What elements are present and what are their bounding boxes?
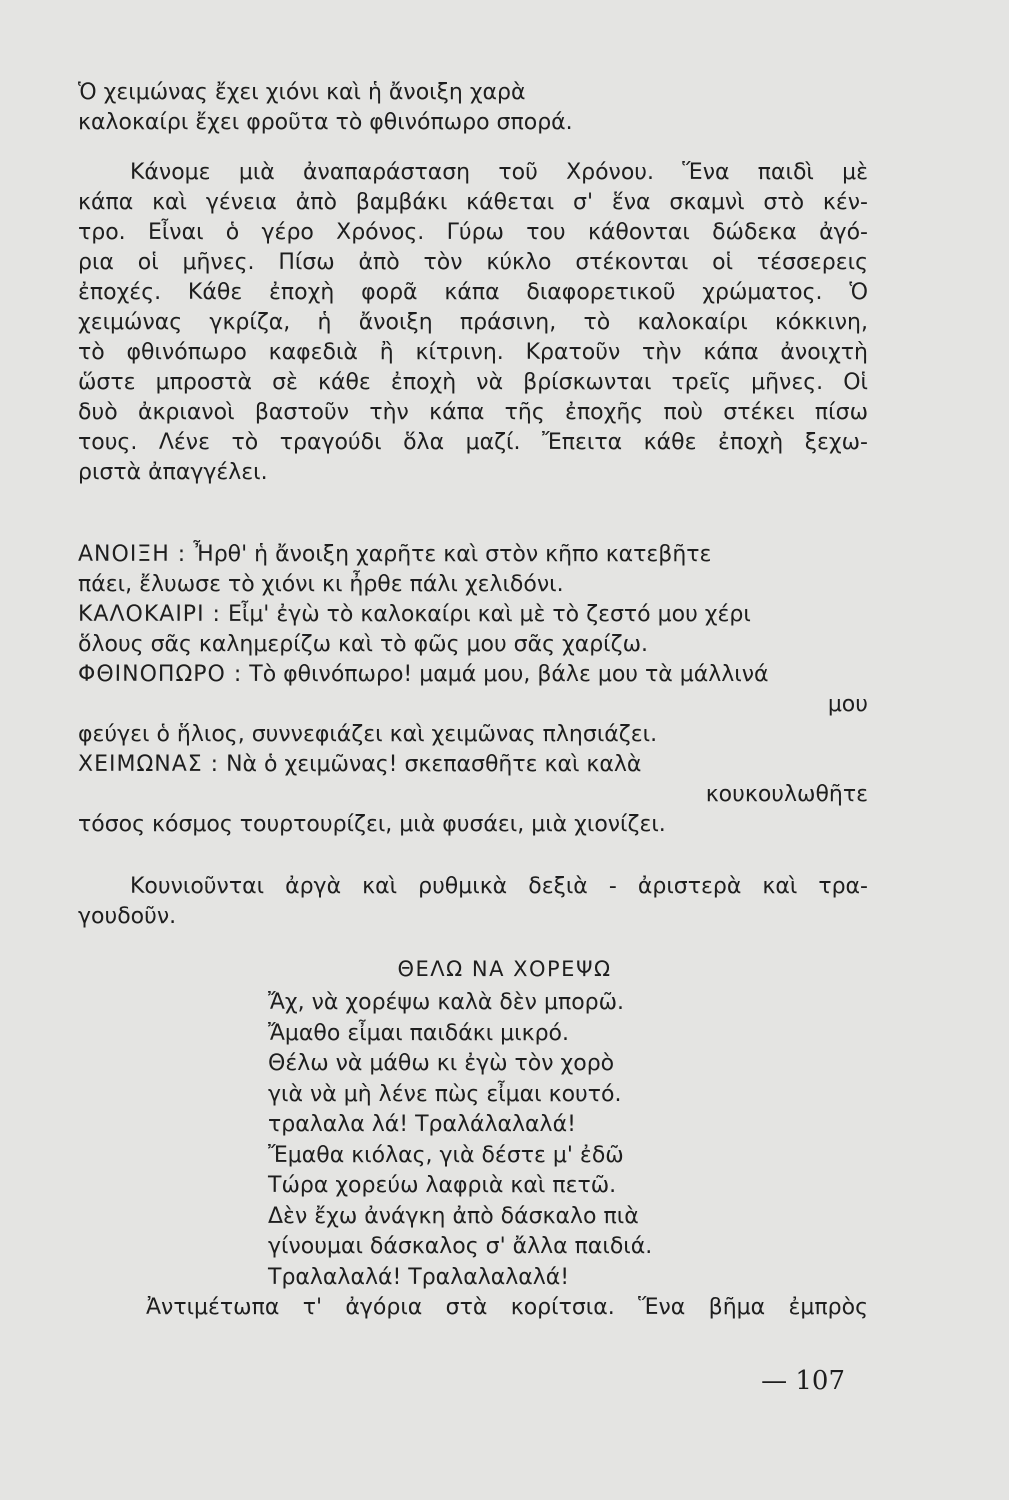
winter-verse: Νὰ ὁ χειμῶνας! σκεπασθῆτε καὶ καλὰ bbox=[226, 752, 642, 777]
text-line: κάπα καὶ γένεια ἀπὸ βαμβάκι κάθεται σ' ἕνα σκαμνὶ στὸ κέν- bbox=[78, 190, 868, 215]
text-line: ριστὰ ἀπαγγέλει. bbox=[78, 460, 268, 485]
lyric-line: Θέλω νὰ μάθω κι ἐγὼ τὸν χορὸ bbox=[268, 1051, 615, 1076]
opening-verse bbox=[78, 78, 868, 138]
song-title: ΘΕΛΩ ΝΑ ΧΟΡΕΨΩ bbox=[397, 957, 612, 981]
paragraph-movement bbox=[78, 872, 868, 932]
lyric-line: Τραλαλαλά! Τραλαλαλαλά! bbox=[268, 1264, 570, 1290]
summer-verse: Εἶμ' ἐγὼ τὸ καλοκαίρι καὶ μὲ τὸ ζεστό μου χέρι bbox=[227, 602, 751, 627]
winter-line-2: τόσος κόσμος τουρτουρίζει, μιὰ φυσάει, μιὰ χιονίζει. bbox=[78, 812, 666, 837]
winter-wrap: κουκουλωθῆτε bbox=[705, 782, 868, 807]
lyric-line: γίνουμαι δάσκαλος σ' ἄλλα παιδιά. bbox=[268, 1234, 653, 1259]
page-number: — 107 bbox=[761, 1366, 845, 1396]
winter-line-1 bbox=[78, 750, 868, 780]
text-line: δυὸ ἀκριανοὶ βαστοῦν τὴν κάπα τῆς ἐποχῆς ποὺ στέκει πίσω bbox=[78, 400, 868, 425]
text-line: Ἀντιμέτωπα τ' ἀγόρια στὰ κορίτσια. Ἕνα βῆμα ἐμπρὸς bbox=[146, 1295, 868, 1320]
summer-label: ΚΑΛΟΚΑΙΡΙ : bbox=[78, 602, 221, 627]
summer-line-2: ὅλους σᾶς καλημερίζω καὶ τὸ φῶς μου σᾶς χαρίζω. bbox=[78, 632, 649, 657]
winter-label: ΧΕΙΜΩΝΑΣ : bbox=[78, 752, 220, 777]
autumn-wrap: μου bbox=[827, 692, 868, 717]
paragraph-time-play bbox=[78, 158, 868, 488]
text-line: ρια οἱ μῆνες. Πίσω ἀπὸ τὸν κύκλο στέκονται οἱ τέσσερεις bbox=[78, 250, 868, 275]
seasons-recitation bbox=[78, 540, 868, 840]
text-line: γουδοῦν. bbox=[78, 904, 177, 929]
text-line: χειμώνας γκρίζα, ἡ ἄνοιξη πράσινη, τὸ καλοκαίρι κόκκινη, bbox=[78, 310, 868, 335]
text-line: Κάνομε μιὰ ἀναπαράσταση τοῦ Χρόνου. Ἕνα παιδὶ μὲ bbox=[130, 160, 868, 185]
text-line: Κουνιοῦνται ἀργὰ καὶ ρυθμικὰ δεξιὰ - ἀριστερὰ καὶ τρα- bbox=[130, 874, 868, 899]
text-line: ὥστε μπροστὰ σὲ κάθε ἐποχὴ νὰ βρίσκωνται τρεῖς μῆνες. Οἱ bbox=[78, 370, 868, 395]
text-line: ἐποχές. Κάθε ἐποχὴ φορᾶ κάπα διαφορετικοῦ χρώματος. Ὁ bbox=[78, 280, 868, 305]
spring-line-1 bbox=[78, 540, 868, 570]
lyric-line: Ἄχ, νὰ χορέψω καλὰ δὲν μπορῶ. bbox=[268, 990, 625, 1015]
lyric-line: Δὲν ἔχω ἀνάγκη ἀπὸ δάσκαλο πιὰ bbox=[268, 1203, 639, 1229]
song-lyrics bbox=[268, 988, 652, 1293]
autumn-label: ΦΘΙΝΟΠΩΡΟ : bbox=[78, 662, 243, 687]
spring-verse: Ἦρθ' ἡ ἄνοιξη χαρῆτε καὶ στὸν κῆπο κατεβῆτε bbox=[193, 542, 712, 567]
autumn-line-2: φεύγει ὁ ἥλιος, συννεφιάζει καὶ χειμῶνας πλησιάζει. bbox=[78, 722, 658, 747]
lyric-line: Ἔμαθα κιόλας, γιὰ δέστε μ' ἐδῶ bbox=[268, 1142, 624, 1168]
closing-paragraph bbox=[78, 1293, 868, 1323]
text-line: καλοκαίρι ἔχει φροῦτα τὸ φθινόπωρο σπορά. bbox=[78, 110, 573, 135]
autumn-line-1 bbox=[78, 660, 868, 690]
autumn-verse: Τὸ φθινόπωρο! μαμά μου, βάλε μου τὰ μάλλινά bbox=[249, 662, 769, 687]
spring-label: ΑΝΟΙΞΗ : bbox=[78, 542, 187, 567]
lyric-line: Ἄμαθο εἶμαι παιδάκι μικρό. bbox=[268, 1020, 569, 1046]
summer-line-1 bbox=[78, 600, 868, 630]
spring-line-2: πάει, ἔλυωσε τὸ χιόνι κι ἦρθε πάλι χελιδόνι. bbox=[78, 572, 564, 597]
lyric-line: Τώρα χορεύω λαφριὰ καὶ πετῶ. bbox=[268, 1173, 617, 1198]
lyric-line: γιὰ νὰ μὴ λένε πὼς εἶμαι κουτό. bbox=[268, 1081, 622, 1107]
text-line: τὸ φθινόπωρο καφεδιὰ ἢ κίτρινη. Κρατοῦν τὴν κάπα ἀνοιχτὴ bbox=[78, 340, 868, 365]
text-line: τους. Λένε τὸ τραγούδι ὅλα μαζί. Ἔπειτα κάθε ἐποχὴ ξεχω- bbox=[78, 430, 868, 455]
lyric-line: τραλαλα λά! Τραλάλαλαλά! bbox=[268, 1112, 576, 1137]
text-line: τρο. Εἶναι ὁ γέρο Χρόνος. Γύρω του κάθονται δώδεκα ἀγό- bbox=[78, 220, 868, 245]
text-line: Ὁ χειμώνας ἔχει χιόνι καὶ ἡ ἄνοιξη χαρὰ bbox=[78, 80, 526, 105]
